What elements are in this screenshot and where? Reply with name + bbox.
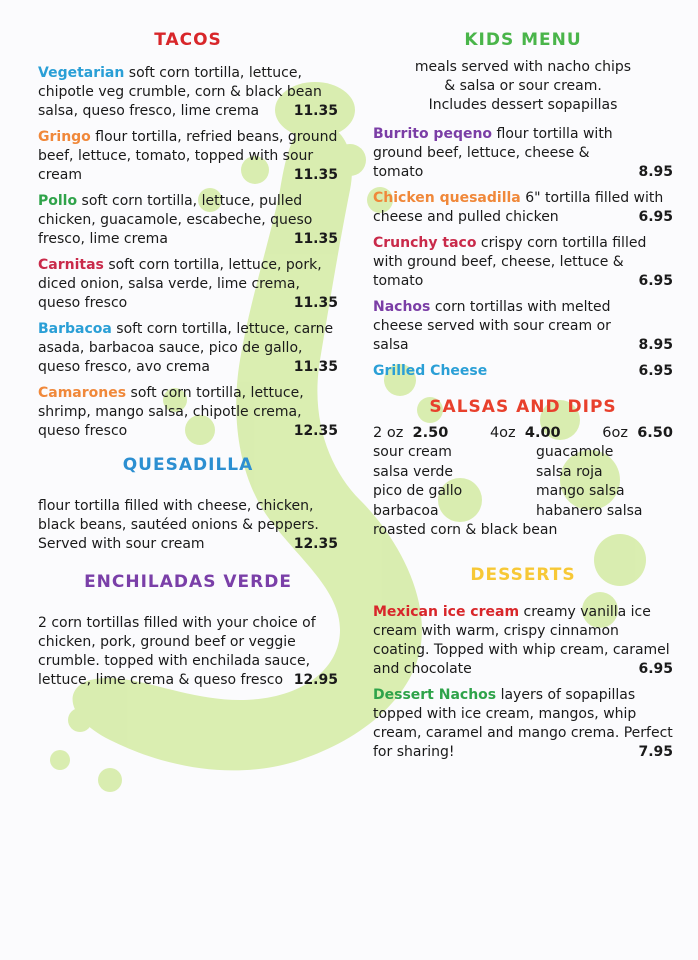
- kids-intro-line: Includes dessert sopapillas: [428, 97, 618, 113]
- kids-item-nachos: [373, 298, 673, 355]
- kids-item-crunchy-taco: [373, 234, 673, 291]
- item-name: Crunchy taco: [373, 235, 477, 251]
- salsa-item: sour cream: [373, 444, 452, 460]
- size-price: 2.50: [412, 425, 449, 441]
- item-desc: 6" tortilla filled with cheese and pulled chicken: [373, 190, 664, 225]
- item-desc: flour tortilla, refried beans, ground beef, lettuce, tomato, topped with sour cream: [38, 129, 338, 183]
- item-price: 11.35: [293, 231, 338, 247]
- kids-menu-heading: KIDS MENU: [464, 30, 582, 50]
- size-label: 6oz: [602, 425, 628, 441]
- item-name: Mexican ice cream: [373, 603, 520, 620]
- item-desc: soft corn tortilla, lettuce, carne asada, barbacoa sauce, pico de gallo, queso fresco, avo crema: [38, 321, 334, 375]
- enchiladas-item: [38, 614, 338, 690]
- item-price: 8.95: [638, 337, 673, 353]
- kids-item-chicken-quesadilla: [373, 189, 673, 227]
- kids-intro-line: & salsa or sour cream.: [444, 78, 602, 94]
- item-desc: crispy corn tortilla filled with ground beef, cheese, lettuce & tomato: [373, 235, 647, 289]
- item-price: 12.35: [293, 423, 338, 439]
- item-price: 6.95: [638, 273, 673, 289]
- kids-item-burrito: [373, 125, 673, 182]
- kids-intro-line: meals served with nacho chips: [414, 59, 632, 75]
- item-price: 11.35: [293, 167, 338, 183]
- item-price: 6.95: [638, 209, 673, 225]
- item-desc: soft corn tortilla, lettuce, chipotle veg crumble, corn & black bean salsa, queso fresco, lime crema: [38, 65, 322, 119]
- enchiladas-heading: ENCHILADAS VERDE: [84, 572, 292, 592]
- taco-item-camarones: [38, 384, 338, 441]
- item-name: Camarones: [38, 385, 127, 401]
- item-price: 8.95: [638, 164, 673, 180]
- item-price: 11.35: [293, 295, 338, 311]
- desserts-heading: DESSERTS: [470, 564, 576, 585]
- salsa-item-wide: roasted corn & black bean: [373, 522, 558, 538]
- dessert-item-ice-cream: [373, 603, 673, 679]
- item-name: Pollo: [38, 193, 78, 209]
- salsa-list: [373, 443, 673, 521]
- taco-item-pollo: [38, 192, 338, 249]
- item-desc: soft corn tortilla, lettuce, shrimp, mango salsa, chipotle crema, queso fresco: [38, 385, 304, 439]
- salsa-size-6oz: [602, 425, 673, 441]
- item-name: Dessert Nachos: [373, 686, 497, 703]
- kids-item-grilled-cheese: [373, 362, 673, 381]
- item-desc: corn tortillas with melted cheese served with sour cream or salsa: [373, 299, 611, 353]
- salsa-item: habanero salsa: [536, 502, 643, 519]
- salsa-size-2oz: [373, 425, 448, 441]
- taco-item-gringo: [38, 128, 338, 185]
- item-price: 6.95: [638, 363, 673, 379]
- size-price: 6.50: [637, 425, 673, 441]
- item-desc: soft corn tortilla, lettuce, pork, diced onion, salsa verde, lime crema, queso fresco: [38, 257, 322, 311]
- salsa-size-prices: [373, 425, 673, 441]
- left-column: [38, 30, 338, 697]
- quesadilla-item: [38, 497, 338, 554]
- salsa-item: salsa verde: [373, 463, 453, 480]
- size-label: 4oz: [489, 425, 516, 441]
- item-price: 11.35: [293, 359, 338, 375]
- item-price: 12.35: [293, 536, 338, 552]
- quesadilla-heading: QUESADILLA: [122, 455, 254, 475]
- item-price: 11.35: [293, 103, 338, 119]
- item-name: Burrito peqeno: [373, 126, 493, 142]
- kids-intro: [373, 58, 673, 115]
- item-name: Grilled Cheese: [373, 363, 488, 379]
- right-column: [373, 30, 673, 769]
- item-name: Nachos: [373, 299, 431, 315]
- item-desc: 2 corn tortillas filled with your choice of chicken, pork, ground beef or veggie crumble. topped with enchilada sauce, lettuce, lime crema & queso fresco: [38, 615, 316, 688]
- item-desc: flour tortilla filled with cheese, chicken, black beans, sautéed onions & peppers. Served with sour cream: [38, 498, 319, 552]
- item-name: Carnitas: [38, 257, 104, 273]
- item-desc: soft corn tortilla, lettuce, pulled chicken, guacamole, escabeche, queso fresco, lime crema: [38, 193, 313, 247]
- item-name: Vegetarian: [38, 65, 125, 81]
- salsa-item: mango salsa: [536, 483, 625, 499]
- dessert-item-nachos: [373, 686, 673, 762]
- taco-item-barbacoa: [38, 320, 338, 377]
- salsa-item: barbacoa: [373, 502, 439, 519]
- item-desc: layers of sopapillas topped with ice cream, mangos, whip cream, caramel and mango crema. Perfect for sharing!: [373, 686, 673, 760]
- salsa-size-4oz: [490, 425, 561, 441]
- item-name: Barbacoa: [38, 321, 112, 337]
- item-desc: flour tortilla with ground beef, lettuce, cheese & tomato: [373, 126, 613, 180]
- salsas-heading: SALSAS AND DIPS: [429, 397, 617, 417]
- item-name: Chicken quesadilla: [373, 190, 521, 206]
- salsa-item: salsa roja: [536, 463, 603, 480]
- salsa-item: pico de gallo: [373, 483, 463, 499]
- size-label: 2 oz: [373, 425, 404, 441]
- tacos-heading: TACOS: [154, 30, 222, 50]
- size-price: 4.00: [524, 425, 561, 441]
- item-price: 7.95: [638, 743, 673, 760]
- item-name: Gringo: [38, 129, 91, 145]
- item-desc: creamy vanilla ice cream with warm, crispy cinnamon coating. Topped with whip cream, caramel and chocolate: [373, 603, 670, 677]
- taco-item-vegetarian: [38, 64, 338, 121]
- salsa-item: guacamole: [536, 444, 614, 460]
- item-price: 6.95: [638, 660, 673, 677]
- item-price: 12.95: [293, 672, 338, 688]
- taco-item-carnitas: [38, 256, 338, 313]
